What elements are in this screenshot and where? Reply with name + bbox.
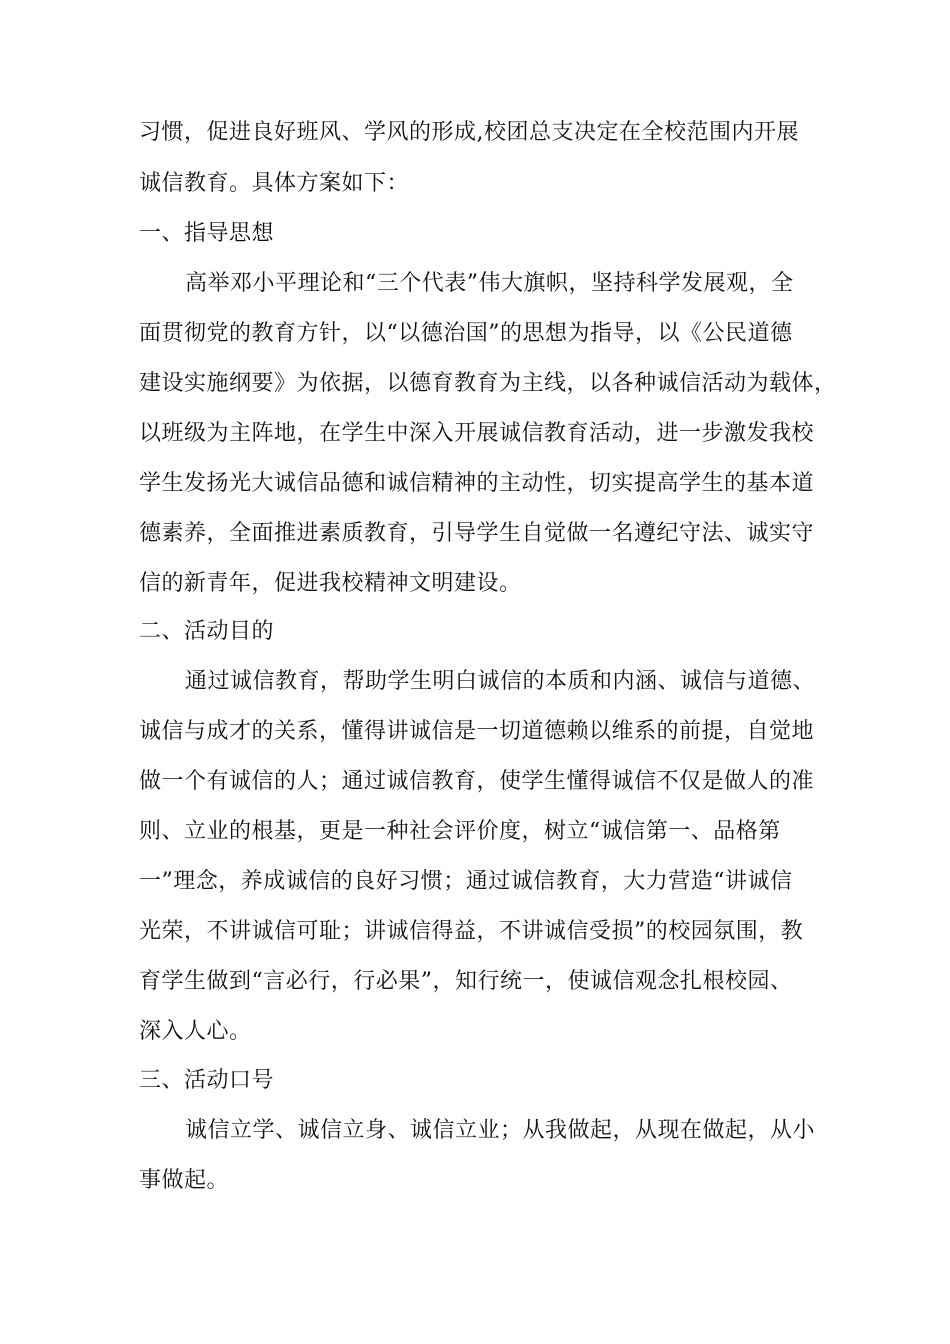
text-line: 深入人心。	[139, 1019, 252, 1044]
text-line: 面贯彻党的教育方针，以“以德治国”的思想为指导，以《公民道德	[139, 321, 793, 346]
text-line: 育学生做到“言必行，行必果”，知行统一，使诚信观念扎根校园、	[139, 969, 793, 994]
text-line: 习惯，促进良好班风、学风的形成,校团总支决定在全校范围内开展	[139, 120, 799, 145]
section-heading: 二、活动目的	[139, 619, 275, 644]
paragraph-first-line: 诚信立学、诚信立身、诚信立业；从我做起，从现在做起，从小	[185, 1118, 816, 1143]
section-heading: 三、活动口号	[139, 1068, 275, 1093]
text-line: 诚信与成才的关系，懂得讲诚信是一切道德赖以维系的前提，自觉地	[139, 719, 815, 744]
text-line: 一”理念，养成诚信的良好习惯；通过诚信教育，大力营造“讲诚信	[139, 869, 793, 894]
text-line: 学生发扬光大诚信品德和诚信精神的主动性，切实提高学生的基本道	[139, 471, 815, 496]
paragraph-first-line: 高举邓小平理论和“三个代表”伟大旗帜，坚持科学发展观，全	[185, 271, 794, 296]
text-line: 诚信教育。具体方案如下：	[139, 171, 410, 196]
text-line: 德素养，全面推进素质教育，引导学生自觉做一名遵纪守法、诚实守	[139, 521, 815, 546]
section-heading: 一、指导思想	[139, 221, 275, 246]
paragraph-first-line: 通过诚信教育，帮助学生明白诚信的本质和内涵、诚信与道德、	[185, 669, 816, 694]
text-line: 则、立业的根基，更是一种社会评价度，树立“诚信第一、品格第	[139, 819, 781, 844]
text-line: 事做起。	[139, 1168, 230, 1193]
text-line: 建设实施纲要》为依据，以德育教育为主线，以各种诚信活动为载体，	[139, 371, 837, 396]
text-line: 做一个有诚信的人；通过诚信教育，使学生懂得诚信不仅是做人的准	[139, 769, 815, 794]
text-line: 以班级为主阵地，在学生中深入开展诚信教育活动，进一步激发我校	[139, 421, 815, 446]
text-line: 信的新青年，促进我校精神文明建设。	[139, 571, 522, 596]
text-line: 光荣，不讲诚信可耻；讲诚信得益，不讲诚信受损”的校园氛围，教	[139, 919, 804, 944]
